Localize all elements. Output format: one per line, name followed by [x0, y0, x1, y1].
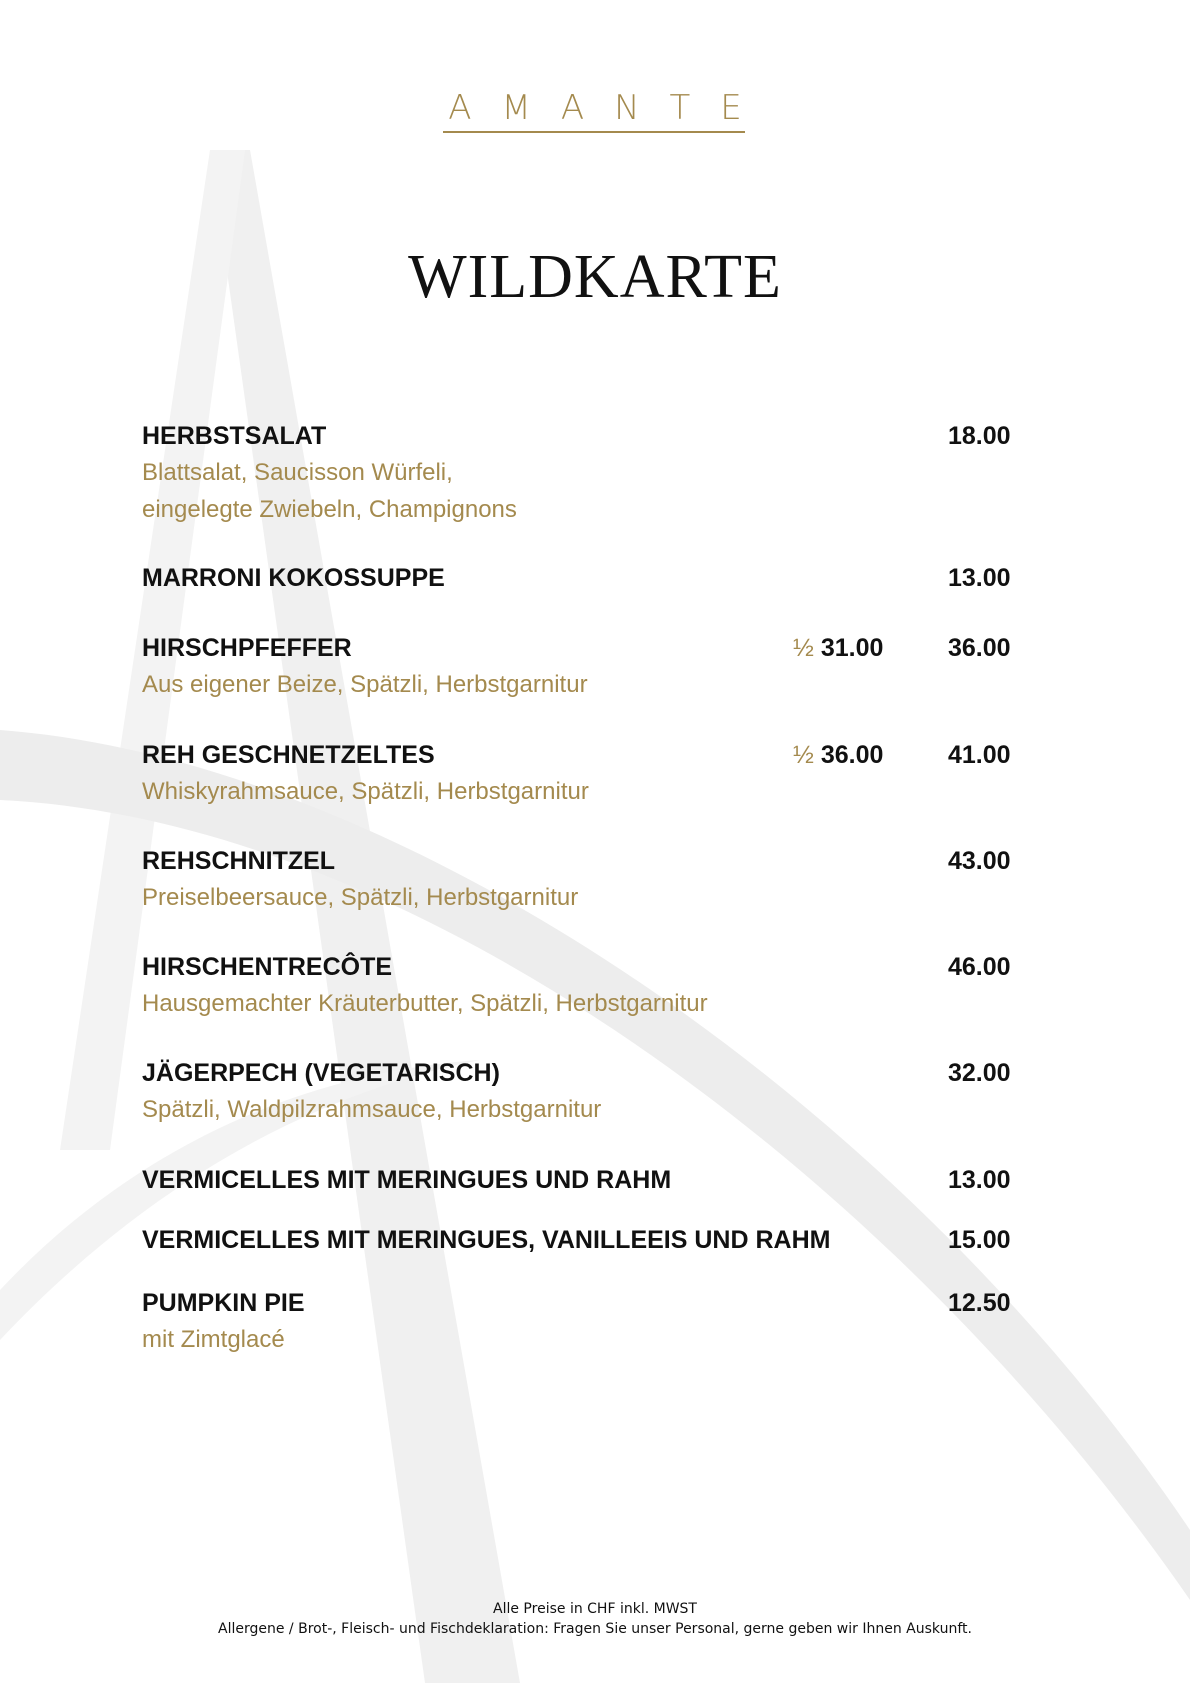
half-price-value: 31.00 — [820, 634, 884, 662]
menu-item-name: HIRSCHPFEFFER — [142, 634, 352, 662]
menu-item-name: REHSCHNITZEL — [142, 847, 336, 875]
menu-item-half-price — [793, 630, 883, 666]
brand-logo — [0, 88, 1190, 128]
menu-item-name: JÄGERPECH (VEGETARISCH) — [142, 1059, 500, 1087]
menu-list — [142, 418, 1042, 1358]
menu-item — [142, 1162, 1042, 1198]
menu-item-name: MARRONI KOKOSSUPPE — [142, 564, 445, 592]
menu-item-name: VERMICELLES MIT MERINGUES, VANILLEEIS UND RAHM — [142, 1226, 831, 1254]
half-portion-symbol: ½ — [793, 634, 814, 662]
half-portion-symbol: ½ — [793, 741, 814, 769]
menu-item — [142, 843, 1042, 916]
page-title: WILDKARTE — [408, 243, 782, 311]
menu-item-description: Aus eigener Beize, Spätzli, Herbstgarnitur — [142, 671, 588, 698]
menu-item — [142, 1055, 1042, 1128]
menu-item-price: 13.00 — [948, 564, 1011, 592]
menu-item-price: 18.00 — [948, 422, 1011, 450]
menu-item — [142, 949, 1042, 1022]
menu-item-description: Preiselbeersauce, Spätzli, Herbstgarnitur — [142, 884, 579, 911]
menu-item-name: HIRSCHENTRECÔTE — [142, 953, 393, 981]
menu-item-description: Spätzli, Waldpilzrahmsauce, Herbstgarnitur — [142, 1096, 602, 1123]
footer-allergen-note: Allergene / Brot-, Fleisch- und Fischdeklaration: Fragen Sie unser Personal, gerne geben wir Ihnen Auskunft. — [218, 1621, 972, 1637]
menu-item-description: Whiskyrahmsauce, Spätzli, Herbstgarnitur — [142, 778, 589, 805]
menu-item — [142, 418, 1042, 528]
menu-item-name: HERBSTSALAT — [142, 422, 327, 450]
menu-item-price: 13.00 — [948, 1166, 1011, 1194]
menu-item-price: 46.00 — [948, 953, 1011, 981]
menu-item-price: 36.00 — [948, 634, 1011, 662]
footer — [0, 1599, 1190, 1639]
menu-item-price: 43.00 — [948, 847, 1011, 875]
menu-item-name: REH GESCHNETZELTES — [142, 741, 435, 769]
menu-item — [142, 1222, 1042, 1258]
menu-item-description: Hausgemachter Kräuterbutter, Spätzli, Herbstgarnitur — [142, 990, 708, 1017]
menu-item-description: eingelegte Zwiebeln, Champignons — [142, 496, 517, 523]
menu-item-name: PUMPKIN PIE — [142, 1289, 305, 1317]
menu-item-half-price — [793, 737, 883, 773]
menu-item-description: Blattsalat, Saucisson Würfeli, — [142, 459, 453, 486]
logo-text: AMANTE — [448, 88, 772, 128]
menu-item-price: 12.50 — [948, 1289, 1011, 1317]
logo-underline — [443, 131, 745, 133]
menu-item-price: 41.00 — [948, 741, 1011, 769]
menu-item-price: 15.00 — [948, 1226, 1011, 1254]
menu-item — [142, 1285, 1042, 1358]
menu-item-description: mit Zimtglacé — [142, 1326, 285, 1353]
menu-item — [142, 737, 1042, 810]
menu-item-name: VERMICELLES MIT MERINGUES UND RAHM — [142, 1166, 672, 1194]
menu-item — [142, 560, 1042, 596]
menu-item-price: 32.00 — [948, 1059, 1011, 1087]
half-price-value: 36.00 — [820, 741, 884, 769]
menu-item — [142, 630, 1042, 703]
footer-price-note: Alle Preise in CHF inkl. MWST — [493, 1601, 697, 1617]
